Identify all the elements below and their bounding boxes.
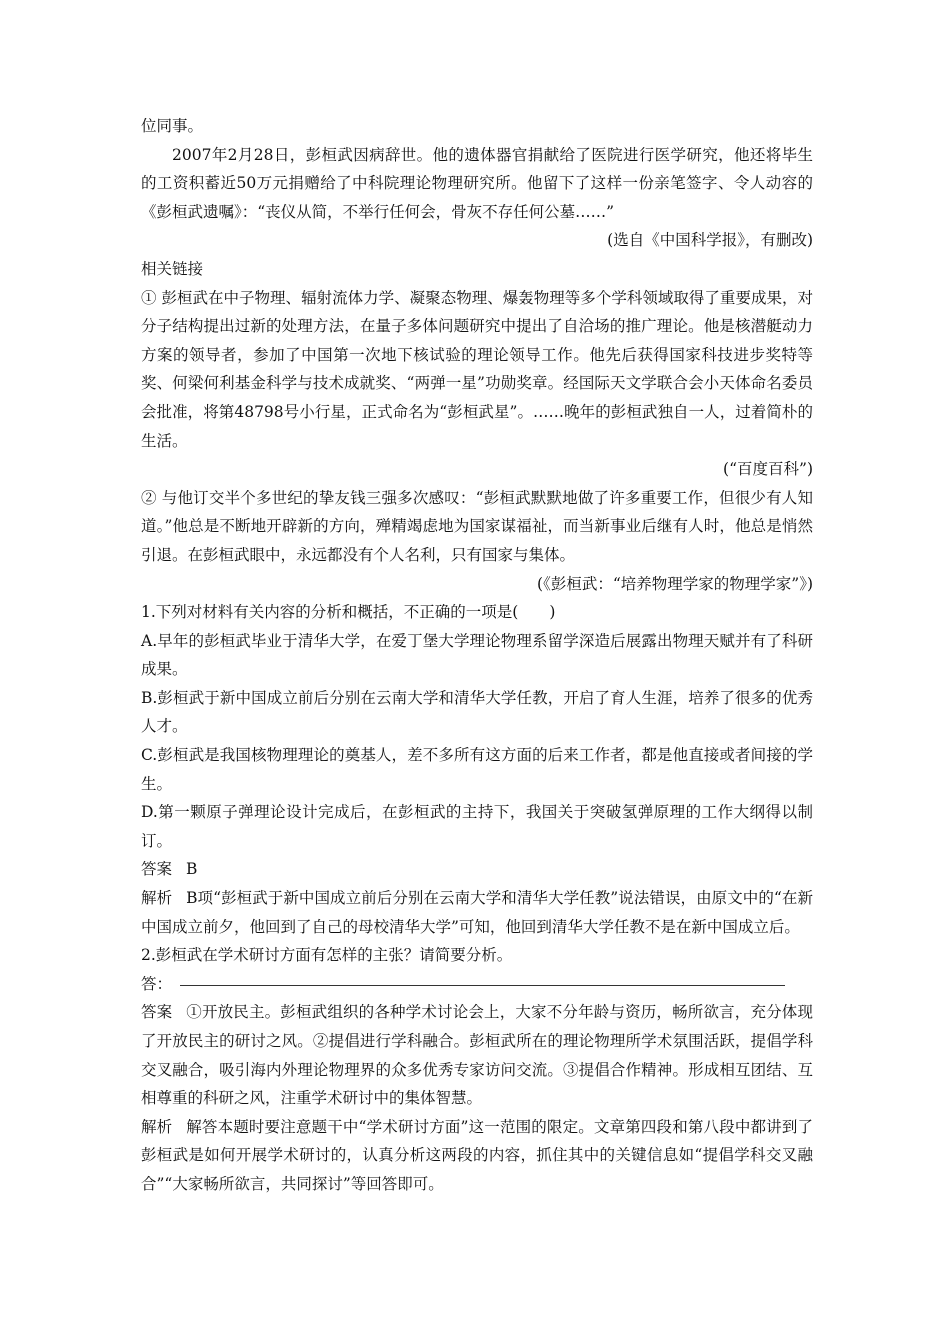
analysis-text: 解答本题时要注意题干中“学术研讨方面”这一范围的限定。文章第四段和第八段中都讲到了彭桓武是如何开展学术研讨的，认真分析这两段的内容，抓住其中的关键信息如“提倡学科交叉融合”“大家畅所欲言，共同探讨”等回答即可。 bbox=[141, 1117, 813, 1193]
question-1-option-a: A.早年的彭桓武毕业于清华大学，在爱丁堡大学理论物理系留学深造后展露出物理天赋并有了科研成果。 bbox=[141, 631, 813, 679]
question-1-answer bbox=[141, 855, 813, 884]
answer-label: 答案 bbox=[141, 1003, 173, 1022]
source-citation-3: (《彭桓武：“培养物理学家的物理学家”》) bbox=[537, 574, 813, 593]
analysis-label: 解析 bbox=[141, 1117, 173, 1136]
analysis-text: B项“彭桓武于新中国成立前后分别在云南大学和清华大学任教”说法错误，由原文中的“在新中国成立前夕，他回到了自己的母校清华大学”可知，他回到清华大学任教不是在新中国成立后。 bbox=[141, 889, 813, 936]
question-1-option-c: C.彭桓武是我国核物理理论的奠基人，差不多所有这方面的后来工作者，都是他直接或者间接的学生。 bbox=[141, 746, 813, 793]
paragraph-continuation: 位同事。 bbox=[141, 117, 204, 135]
related-link-1: ① 彭桓武在中子物理、辐射流体力学、凝聚态物理、爆轰物理等多个学科领域取得了重要成果，对分子结构提出过新的处理方法，在量子多体问题研究中提出了自洽场的推广理论。他是核潜艇动力方案的领导者，参加了中国第一次地下核试验的理论领导工作。他先后获得国家科技进步奖特等奖、何梁何利基金科学与技术成就奖、“两弹一星”功勋奖章。经国际天文学联合会小天体命名委员会批准，将第48798号小行星，正式命名为“彭桓武星”。……晚年的彭桓武独自一人，过着简朴的生活。 bbox=[141, 288, 813, 450]
answer-prompt: 答： bbox=[141, 974, 173, 993]
related-link-2: ② 与他订交半个多世纪的挚友钱三强多次感叹：“彭桓武默默地做了许多重要工作，但很少有人知道。”他总是不断地开辟新的方向，殚精竭虑地为国家谋福祉，而当新事业后继有人时，他总是悄然引退。在彭桓武眼中，永远都没有个人名利，只有国家与集体。 bbox=[141, 488, 813, 564]
question-2-answer-line bbox=[141, 970, 813, 999]
question-2-stem: 2.彭桓武在学术研讨方面有怎样的主张？请简要分析。 bbox=[141, 946, 513, 965]
answer-label: 答案 bbox=[141, 860, 173, 879]
question-2-analysis bbox=[141, 1113, 813, 1199]
analysis-label: 解析 bbox=[141, 889, 173, 908]
answer-text: ①开放民主。彭桓武组织的各种学术讨论会上，大家不分年龄与资历，畅所欲言，充分体现了开放民主的研讨之风。②提倡进行学科融合。彭桓武所在的理论物理所学术氛围活跃，提倡学科交叉融合，吸引海内外理论物理界的众多优秀专家访问交流。③提倡合作精神。形成相互团结、互相尊重的科研之风，注重学术研讨中的集体智慧。 bbox=[141, 1003, 813, 1108]
paragraph-death: 2007年2月28日，彭桓武因病辞世。他的遗体器官捐献给了医院进行医学研究，他还将毕生的工资积蓄近50万元捐赠给了中科院理论物理研究所。他留下了这样一份亲笔签字、令人动容的《彭桓武遗嘱》：“丧仪从简，不举行任何会，骨灰不存任何公墓……” bbox=[141, 145, 813, 221]
question-1-stem: 1.下列对材料有关内容的分析和概括，不正确的一项是( ) bbox=[141, 603, 556, 622]
question-2-answer bbox=[141, 998, 813, 1112]
question-1-option-b: B.彭桓武于新中国成立前后分别在云南大学和清华大学任教，开启了育人生涯，培养了很多的优秀人才。 bbox=[141, 688, 813, 736]
question-1-option-d: D.第一颗原子弹理论设计完成后，在彭桓武的主持下，我国关于突破氢弹原理的工作大纲得以制订。 bbox=[141, 803, 813, 850]
answer-blank-line bbox=[180, 984, 785, 986]
answer-value: B bbox=[185, 860, 198, 879]
document-page bbox=[141, 112, 813, 1199]
related-links-heading: 相关链接 bbox=[141, 259, 204, 278]
source-citation-2: (“百度百科”) bbox=[723, 460, 813, 479]
source-citation-1: (选自《中国科学报》，有删改) bbox=[607, 231, 813, 250]
question-1-analysis bbox=[141, 884, 813, 941]
